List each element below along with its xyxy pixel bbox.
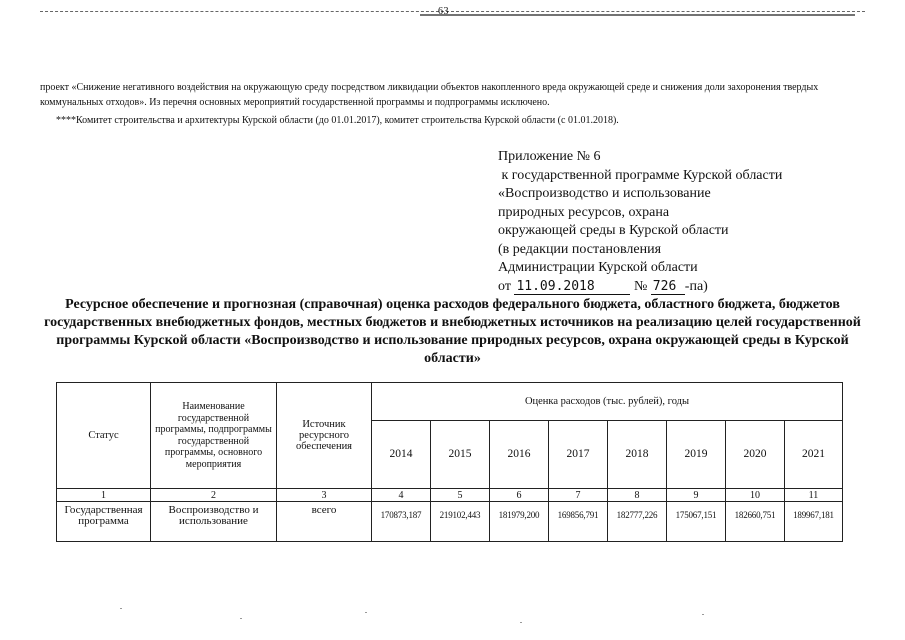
year-2017: 2017	[549, 421, 608, 489]
appendix-title: Приложение № 6	[498, 149, 601, 164]
appendix-from: от	[498, 278, 511, 294]
col-number: 2	[151, 489, 277, 502]
scan-rule-bold	[420, 14, 855, 16]
year-2021: 2021	[785, 421, 843, 489]
scan-rule	[40, 11, 865, 12]
appendix-date: 11.09.2018	[514, 279, 630, 295]
value-2014: 170873,187	[372, 502, 431, 542]
col-number: 4	[372, 489, 431, 502]
footnote-committee: ****Комитет строительства и архитектуры Курской области (до 01.01.2017), комитет строительства Курской области (с 01.01.2018).	[56, 115, 619, 126]
col-number: 6	[490, 489, 549, 502]
row-status: Государственная программа	[57, 502, 151, 542]
year-2016: 2016	[490, 421, 549, 489]
appendix-no-sign: №	[633, 278, 648, 294]
col-number: 7	[549, 489, 608, 502]
col-number: 9	[667, 489, 726, 502]
scan-artifact	[0, 6, 905, 18]
appendix-number: 726	[651, 279, 685, 295]
header-status: Статус	[57, 383, 151, 489]
year-2014: 2014	[372, 421, 431, 489]
value-2019: 175067,151	[667, 502, 726, 542]
col-number: 3	[277, 489, 372, 502]
appendix-line: «Воспроизводство и использование	[498, 186, 711, 201]
footnote-text: проект «Снижение негативного воздействия на окружающую среду посредством ликвидации объектов накопленного вреда окружающей среде и снижения доли захоронения твердых коммунальных отходов». Из перечня основных мероприятий государственной программы и подпрограммы исключено.	[40, 82, 819, 108]
page-number: 63	[438, 6, 449, 17]
appendix-line: природных ресурсов, охрана	[498, 204, 670, 220]
appendix-line: (в редакции постановления	[498, 241, 662, 257]
year-2018: 2018	[608, 421, 667, 489]
col-number: 1	[57, 489, 151, 502]
value-2016: 181979,200	[490, 502, 549, 542]
row-source: всего	[277, 502, 372, 542]
col-number: 5	[431, 489, 490, 502]
value-2017: 169856,791	[549, 502, 608, 542]
value-2018: 182777,226	[608, 502, 667, 542]
row-name: Воспроизводство и использование	[151, 502, 277, 542]
year-2020: 2020	[726, 421, 785, 489]
appendix-line: окружающей среды в Курской области	[498, 223, 729, 238]
scan-noise	[0, 604, 905, 634]
header-name: Наименование государственной программы, подпрограммы государственной программы, основного мероприятия	[151, 383, 277, 489]
document-heading: Ресурсное обеспечение и прогнозная (справочная) оценка расходов федерального бюджета, областного бюджета, бюджетов государственных внебюджетных фондов, местных бюджетов и внебюджетных источников на реализацию целей государственной программы Курской области «Воспроизводство и использование природных ресурсов, охрана окружающей среды в Курской области»	[44, 297, 861, 366]
year-2019: 2019	[667, 421, 726, 489]
col-number: 8	[608, 489, 667, 502]
table-row	[57, 502, 843, 542]
resource-table	[56, 382, 843, 542]
appendix-line: Администрации Курской области	[498, 260, 698, 275]
appendix-block	[498, 148, 838, 296]
header-source: Источник ресурсного обеспечения	[277, 383, 372, 489]
value-2015: 219102,443	[431, 502, 490, 542]
appendix-date-line	[498, 278, 838, 297]
value-2020: 182660,751	[726, 502, 785, 542]
year-2015: 2015	[431, 421, 490, 489]
value-2021: 189967,181	[785, 502, 843, 542]
appendix-suffix: -па)	[684, 278, 708, 294]
col-number: 11	[785, 489, 843, 502]
header-estimate: Оценка расходов (тыс. рублей), годы	[372, 383, 843, 421]
appendix-line: к государственной программе Курской области	[498, 167, 783, 183]
col-number: 10	[726, 489, 785, 502]
